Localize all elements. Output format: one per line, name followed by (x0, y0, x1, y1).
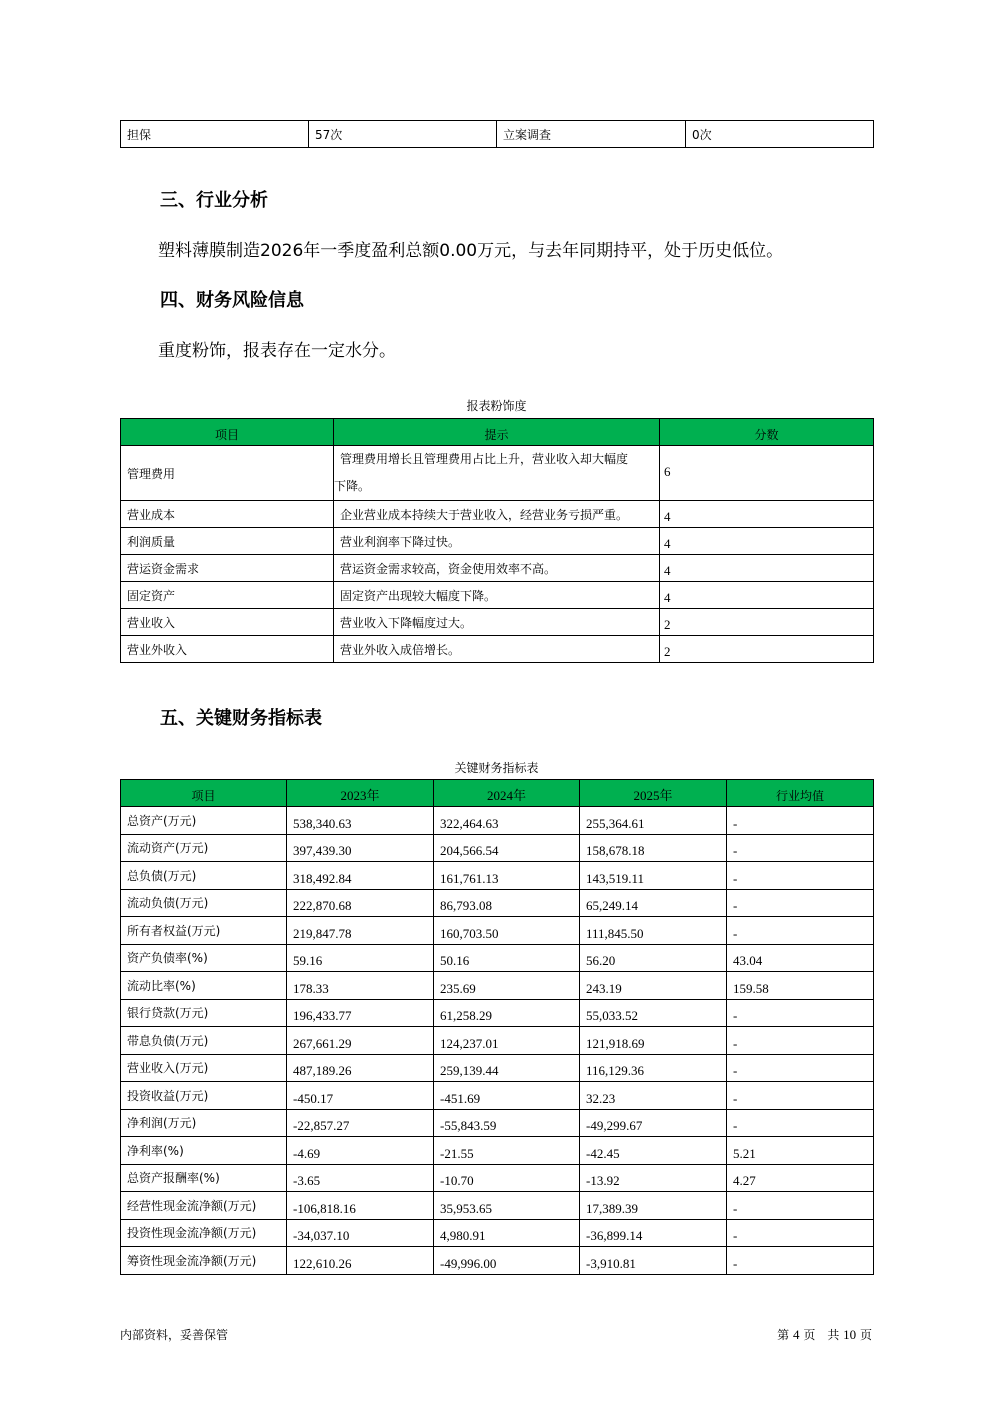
score-cell: 2 (660, 636, 874, 663)
metric-name-cell: 经营性现金流净额(万元) (121, 1192, 287, 1220)
column-header: 2023年 (287, 780, 434, 807)
financial-table (120, 779, 874, 1275)
value-cell: 243.19 (580, 972, 727, 1000)
value-cell: 32.23 (580, 1082, 727, 1110)
table-row (121, 1164, 874, 1192)
value-cell: -106,818.16 (287, 1192, 434, 1220)
industry-avg-cell: - (727, 1219, 874, 1247)
value-cell: 124,237.01 (434, 1027, 580, 1055)
industry-avg-cell: 5.21 (727, 1137, 874, 1165)
item-cell: 营业收入 (121, 609, 334, 636)
table-row (121, 121, 874, 148)
column-header: 2025年 (580, 780, 727, 807)
metric-name-cell: 净利润(万元) (121, 1109, 287, 1137)
column-header: 提示 (334, 419, 660, 446)
table-cell: 立案调查 (497, 121, 686, 148)
top-table (120, 120, 874, 148)
table-row (121, 636, 874, 663)
metric-name-cell: 资产负债率(%) (121, 944, 287, 972)
table-row (121, 1137, 874, 1165)
page-total: 10 (843, 1327, 857, 1342)
footer-note: 内部资料，妥善保管 (120, 1328, 229, 1342)
value-cell: 322,464.63 (434, 807, 580, 835)
section-title: 四、财务风险信息 (160, 290, 304, 311)
industry-avg-cell: - (727, 1247, 874, 1275)
value-cell: -450.17 (287, 1082, 434, 1110)
hint-cell: 营业外收入成倍增长。 (334, 636, 660, 663)
risk-table (120, 418, 874, 663)
industry-avg-cell: - (727, 889, 874, 917)
value-cell: -10.70 (434, 1164, 580, 1192)
table-row (121, 528, 874, 555)
score-cell: 6 (660, 446, 874, 501)
value-cell: 59.16 (287, 944, 434, 972)
industry-avg-cell: - (727, 1109, 874, 1137)
value-cell: -49,996.00 (434, 1247, 580, 1275)
column-header: 行业均值 (727, 780, 874, 807)
table-cell: 0次 (686, 121, 874, 148)
value-cell: 122,610.26 (287, 1247, 434, 1275)
value-cell: 86,793.08 (434, 889, 580, 917)
industry-avg-cell: 159.58 (727, 972, 874, 1000)
table-row (121, 1192, 874, 1220)
value-cell: 160,703.50 (434, 917, 580, 945)
table-row (121, 582, 874, 609)
table-row (121, 1054, 874, 1082)
table-row (121, 1027, 874, 1055)
metric-name-cell: 带息负债(万元) (121, 1027, 287, 1055)
value-cell: -4.69 (287, 1137, 434, 1165)
industry-avg-cell: - (727, 1082, 874, 1110)
column-header: 分数 (660, 419, 874, 446)
value-cell: -451.69 (434, 1082, 580, 1110)
hint-cell (334, 446, 660, 501)
table-row (121, 1082, 874, 1110)
industry-avg-cell: - (727, 807, 874, 835)
industry-avg-cell: - (727, 999, 874, 1027)
table-row (121, 446, 874, 501)
metric-name-cell: 总资产报酬率(%) (121, 1164, 287, 1192)
page-suffix: 页 (859, 1328, 872, 1342)
metric-name-cell: 流动资产(万元) (121, 834, 287, 862)
page-number: 4 (792, 1327, 800, 1342)
item-cell: 营运资金需求 (121, 555, 334, 582)
table-header-row (121, 419, 874, 446)
value-cell: 161,761.13 (434, 862, 580, 890)
value-cell: -3,910.81 (580, 1247, 727, 1275)
metric-name-cell: 流动比率(%) (121, 972, 287, 1000)
table-row (121, 917, 874, 945)
value-cell: 538,340.63 (287, 807, 434, 835)
value-cell: 255,364.61 (580, 807, 727, 835)
metric-name-cell: 总资产(万元) (121, 807, 287, 835)
page-indicator (777, 1326, 872, 1343)
item-cell: 固定资产 (121, 582, 334, 609)
table-row (121, 555, 874, 582)
value-cell: 219,847.78 (287, 917, 434, 945)
hint-line: 下降。 (334, 479, 371, 493)
hint-cell: 营运资金需求较高，资金使用效率不高。 (334, 555, 660, 582)
column-header: 项目 (121, 419, 334, 446)
hint-cell: 固定资产出现较大幅度下降。 (334, 582, 660, 609)
table-row (121, 972, 874, 1000)
industry-avg-cell: 4.27 (727, 1164, 874, 1192)
score-cell: 2 (660, 609, 874, 636)
metric-name-cell: 净利率(%) (121, 1137, 287, 1165)
table-row (121, 1219, 874, 1247)
hint-line: 管理费用增长且管理费用占比上升，营业收入却大幅度 (340, 452, 629, 466)
value-cell: 35,953.65 (434, 1192, 580, 1220)
column-header: 项目 (121, 780, 287, 807)
value-cell: 61,258.29 (434, 999, 580, 1027)
table-row (121, 1247, 874, 1275)
page-mid: 页 共 (803, 1328, 840, 1342)
value-cell: -49,299.67 (580, 1109, 727, 1137)
value-cell: -22,857.27 (287, 1109, 434, 1137)
table-row (121, 1109, 874, 1137)
metric-name-cell: 银行贷款(万元) (121, 999, 287, 1027)
metric-name-cell: 营业收入(万元) (121, 1054, 287, 1082)
item-cell: 营业成本 (121, 501, 334, 528)
value-cell: 204,566.54 (434, 834, 580, 862)
metric-name-cell: 筹资性现金流净额(万元) (121, 1247, 287, 1275)
hint-cell: 营业利润率下降过快。 (334, 528, 660, 555)
value-cell: 4,980.91 (434, 1219, 580, 1247)
value-cell: 116,129.36 (580, 1054, 727, 1082)
item-cell: 利润质量 (121, 528, 334, 555)
value-cell: -34,037.10 (287, 1219, 434, 1247)
industry-avg-cell: - (727, 1054, 874, 1082)
value-cell: -13.92 (580, 1164, 727, 1192)
section-paragraph: 重度粉饰，报表存在一定水分。 (158, 341, 396, 361)
industry-avg-cell: - (727, 1192, 874, 1220)
score-cell: 4 (660, 582, 874, 609)
value-cell: 222,870.68 (287, 889, 434, 917)
value-cell: 318,492.84 (287, 862, 434, 890)
table-header-row (121, 780, 874, 807)
value-cell: 178.33 (287, 972, 434, 1000)
table-cell: 57次 (309, 121, 497, 148)
value-cell: 56.20 (580, 944, 727, 972)
value-cell: 487,189.26 (287, 1054, 434, 1082)
table-row (121, 862, 874, 890)
value-cell: 121,918.69 (580, 1027, 727, 1055)
metric-name-cell: 投资收益(万元) (121, 1082, 287, 1110)
score-cell: 4 (660, 555, 874, 582)
industry-avg-cell: - (727, 862, 874, 890)
value-cell: 267,661.29 (287, 1027, 434, 1055)
value-cell: 50.16 (434, 944, 580, 972)
table-row (121, 889, 874, 917)
metric-name-cell: 所有者权益(万元) (121, 917, 287, 945)
section-title: 三、行业分析 (160, 190, 268, 211)
value-cell: 111,845.50 (580, 917, 727, 945)
table-cell: 担保 (121, 121, 309, 148)
table-row (121, 609, 874, 636)
value-cell: 397,439.30 (287, 834, 434, 862)
value-cell: -3.65 (287, 1164, 434, 1192)
industry-avg-cell: - (727, 917, 874, 945)
value-cell: -36,899.14 (580, 1219, 727, 1247)
table-row (121, 999, 874, 1027)
section-paragraph: 塑料薄膜制造2026年一季度盈利总额0.00万元，与去年同期持平，处于历史低位。 (158, 241, 784, 261)
page-prefix: 第 (777, 1328, 790, 1342)
value-cell: -55,843.59 (434, 1109, 580, 1137)
value-cell: 158,678.18 (580, 834, 727, 862)
value-cell: 143,519.11 (580, 862, 727, 890)
industry-avg-cell: 43.04 (727, 944, 874, 972)
value-cell: 235.69 (434, 972, 580, 1000)
hint-cell: 营业收入下降幅度过大。 (334, 609, 660, 636)
value-cell: 259,139.44 (434, 1054, 580, 1082)
metric-name-cell: 总负债(万元) (121, 862, 287, 890)
table-caption: 报表粉饰度 (466, 399, 527, 413)
table-row (121, 944, 874, 972)
column-header: 2024年 (434, 780, 580, 807)
section-title: 五、关键财务指标表 (160, 708, 322, 729)
value-cell: 17,389.39 (580, 1192, 727, 1220)
industry-avg-cell: - (727, 1027, 874, 1055)
value-cell: 196,433.77 (287, 999, 434, 1027)
metric-name-cell: 投资性现金流净额(万元) (121, 1219, 287, 1247)
table-row (121, 834, 874, 862)
item-cell: 营业外收入 (121, 636, 334, 663)
item-cell: 管理费用 (121, 446, 334, 501)
table-row (121, 807, 874, 835)
table-caption: 关键财务指标表 (454, 761, 539, 775)
score-cell: 4 (660, 501, 874, 528)
metric-name-cell: 流动负债(万元) (121, 889, 287, 917)
value-cell: -21.55 (434, 1137, 580, 1165)
hint-cell: 企业营业成本持续大于营业收入，经营业务亏损严重。 (334, 501, 660, 528)
table-row (121, 501, 874, 528)
industry-avg-cell: - (727, 834, 874, 862)
value-cell: 55,033.52 (580, 999, 727, 1027)
score-cell: 4 (660, 528, 874, 555)
value-cell: -42.45 (580, 1137, 727, 1165)
value-cell: 65,249.14 (580, 889, 727, 917)
